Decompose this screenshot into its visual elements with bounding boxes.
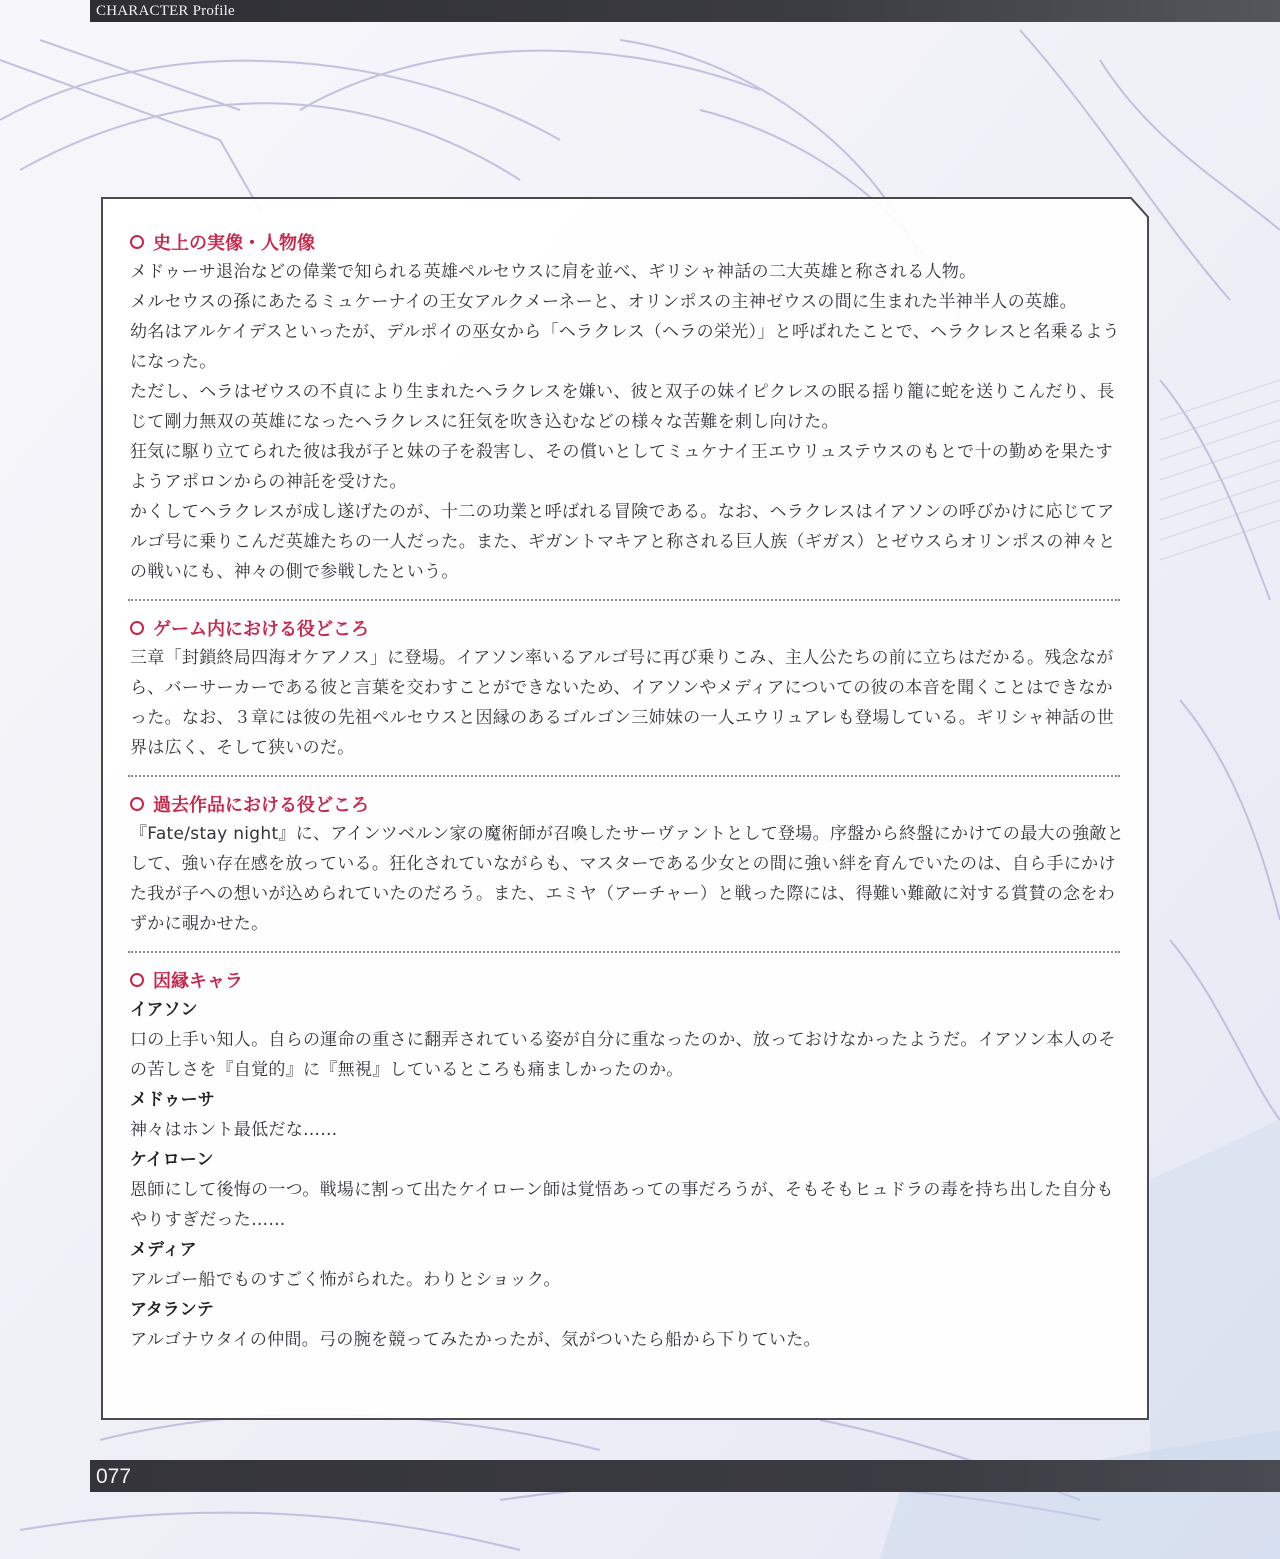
character-name: ケイローン xyxy=(130,1150,214,1170)
section-header-related-characters xyxy=(130,965,1130,995)
character-comment: アルゴー船でものすごく怖がられた。わりとショック。 xyxy=(130,1270,561,1290)
character-comment: 口の上手い知人。自らの運命の重さに翻弄されている姿が自分に重なったのか、放っておけなかったようだ。イアソン本人のその苦しさを『自覚的』に『無視』しているところも痛ましかったのか。 xyxy=(130,1030,1116,1080)
section-header-past-works xyxy=(130,789,1130,819)
content-body xyxy=(130,227,1130,1355)
section-title: 過去作品における役どころ xyxy=(153,795,369,816)
character-comment: アルゴナウタイの仲間。弓の腕を競ってみたかったが、気がついたら船から下りていた。 xyxy=(130,1330,821,1350)
section-title: 史上の実像・人物像 xyxy=(153,233,315,254)
paragraph: 幼名はアルケイデスといったが、デルポイの巫女から「ヘラクレス（ヘラの栄光）」と呼ばれたことで、ヘラクレスと名乗るようになった。 xyxy=(130,322,1120,372)
circle-bullet-icon xyxy=(130,235,144,249)
character-name: メドゥーサ xyxy=(130,1090,215,1110)
section-title: 因縁キャラ xyxy=(153,971,243,992)
circle-bullet-icon xyxy=(130,973,144,987)
circle-bullet-icon xyxy=(130,797,144,811)
dotted-divider xyxy=(128,951,1120,953)
header-bar xyxy=(90,0,1280,22)
character-comment: 恩師にして後悔の一つ。戦場に割って出たケイローン師は覚悟あっての事だろうが、そもそもヒュドラの毒を持ち出した自分もやりすぎだった…… xyxy=(130,1180,1114,1230)
character-name: アタランテ xyxy=(130,1300,214,1320)
dotted-divider xyxy=(128,599,1120,601)
section-header-history xyxy=(130,227,1130,257)
character-name: イアソン xyxy=(130,1000,198,1020)
header-label: CHARACTER Profile xyxy=(96,3,235,19)
paragraph: かくしてヘラクレスが成し遂げたのが、十二の功業と呼ばれる冒険である。なお、ヘラクレスはイアソンの呼びかけに応じてアルゴ号に乗りこんだ英雄たちの一人だった。また、ギガントマキアと称される巨人族（ギガス）とゼウスらオリンポスの神々との戦いにも、神々の側で参戦したという。 xyxy=(130,502,1116,582)
character-name: メディア xyxy=(130,1240,197,1260)
page-number: 077 xyxy=(96,1465,132,1488)
dotted-divider xyxy=(128,775,1120,777)
section-title: ゲーム内における役どころ xyxy=(153,619,369,640)
character-comment: 神々はホント最低だな…… xyxy=(130,1120,338,1140)
paragraph: ただし、ヘラはゼウスの不貞により生まれたヘラクレスを嫌い、彼と双子の妹イピクレスの眠る揺り籠に蛇を送りこんだり、長じて剛力無双の英雄になったヘラクレスに狂気を吹き込むなどの様々な苦難を刺し向けた。 xyxy=(130,382,1115,432)
footer-bar xyxy=(90,1460,1280,1492)
section-header-in-game-role xyxy=(130,613,1130,643)
circle-bullet-icon xyxy=(130,621,144,635)
paragraph: 狂気に駆り立てられた彼は我が子と妹の子を殺害し、その償いとしてミュケナイ王エウリュステウスのもとで十の勤めを果たすようアポロンからの神託を受けた。 xyxy=(130,442,1113,492)
paragraph: メドゥーサ退治などの偉業で知られる英雄ペルセウスに肩を並べ、ギリシャ神話の二大英雄と称される人物。 xyxy=(130,262,977,282)
paragraph: 『Fate/stay night』に、アインツベルン家の魔術師が召喚したサーヴァントとして登場。序盤から終盤にかけての最大の強敵として、強い存在感を放っている。狂化されていながらも、マスターである少女との間に強い絆を育んでいたのは、自ら手にかけた我が子への想いが込められていたのだろう。また、エミヤ（アーチャー）と戦った際には、得難い難敵に対する賞賛の念をわずかに覗かせた。 xyxy=(130,824,1124,934)
paragraph: 三章「封鎖終局四海オケアノス」に登場。イアソン率いるアルゴ号に再び乗りこみ、主人公たちの前に立ちはだかる。残念ながら、バーサーカーである彼と言葉を交わすことができないため、イアソンやメディアについての彼の本音を聞くことはできなかった。なお、３章には彼の先祖ペルセウスと因縁のあるゴルゴン三姉妹の一人エウリュアレも登場している。ギリシャ神話の世界は広く、そして狭いのだ。 xyxy=(130,648,1115,758)
paragraph: メルセウスの孫にあたるミュケーナイの王女アルクメーネーと、オリンポスの主神ゼウスの間に生まれた半神半人の英雄。 xyxy=(130,292,1077,312)
